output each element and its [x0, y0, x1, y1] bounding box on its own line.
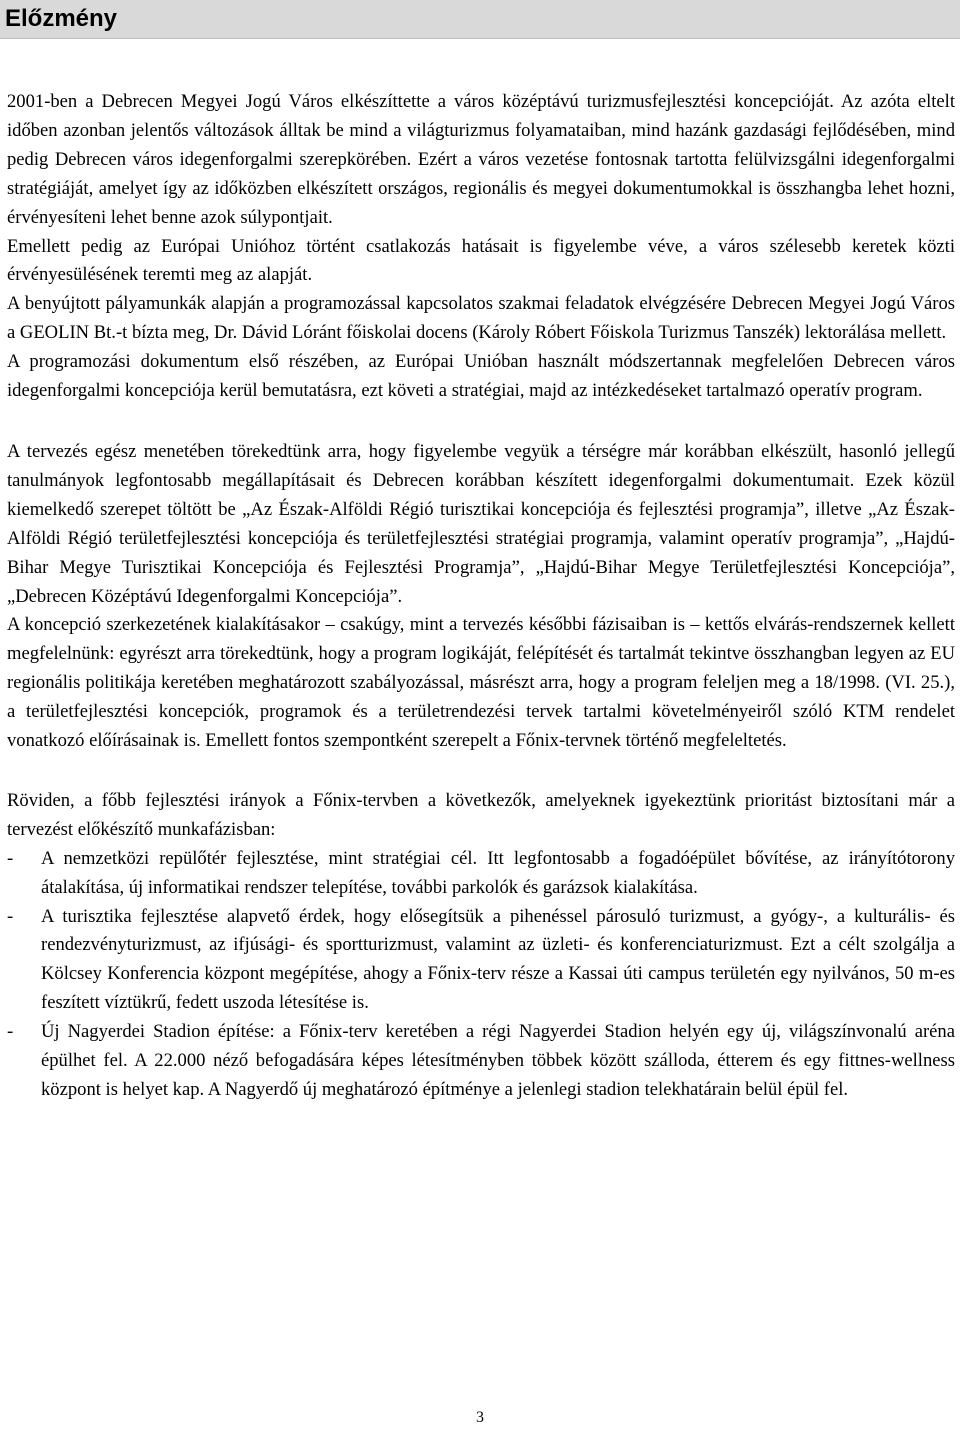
bullet-marker: -: [7, 1021, 14, 1043]
bullet-text: A turisztika fejlesztése alapvető érdek, hogy elősegítsük a pihenéssel párosuló turizmust, a gyógy-, a kulturális- és rendezvényturizmust, az ifjúsági- és sportturizmust, valamint az üzleti- és konferenciaturizmust. Ezt a célt szolgálja a Kölcsey Konferencia központ megépítése, ahogy a Főnix-terv része a Kassai úti campus területén egy nyilvános, 50 m-es feszített víztükrű, fedett uszoda létesítése is.: [41, 905, 955, 1014]
section-heading-bar: [0, 0, 960, 39]
bullet-marker: -: [7, 847, 14, 869]
list-item: [7, 903, 955, 1019]
paragraph-planning-sources: A tervezés egész menetében törekedtünk arra, hogy figyelembe vegyük a térségre már korábban elkészült, hasonló jellegű tanulmányok legfontosabb megállapításait és Debrecen korábban készített idegenforgalmi dokumentumait. Ezek közül kiemelkedő szerepet töltött be „Az Észak-Alföldi Régió turisztikai koncepciója és fejlesztési programja”, illetve „Az Észak-Alföldi Régió területfejlesztési koncepciója és területfejlesztési stratégiai programja, valamint operatív programja”, „Hajdú-Bihar Megye Turisztikai Koncepciója és Fejlesztési Programja”, „Hajdú-Bihar Megye Területfejlesztési Koncepciója”, „Debrecen Középtávú Idegenforgalmi Koncepciója”.: [7, 440, 955, 607]
paragraph-intro: 2001-ben a Debrecen Megyei Jogú Város elkészíttette a város középtávú turizmusfejlesztési koncepcióját. Az azóta eltelt időben azonban jelentős változások álltak be mind a világturizmus folyamataiban, mind hazánk gazdasági fejlődésében, mind pedig Debrecen város idegenforgalmi szerepkörében. Ezért a város vezetése fontosnak tartotta felülvizsgálni idegenforgalmi stratégiáját, amelyet így az időközben elkészített országos, regionális és megyei dokumentumokkal is összhangba lehet hozni, érvényesíteni lehet benne azok súlypontjait.: [7, 91, 955, 228]
paragraph-document-structure: A programozási dokumentum első részében, az Európai Unióban használt módszertannak megfelelően Debrecen város idegenforgalmi koncepciója kerül bemutatásra, ezt követi a stratégiai, majd az intézkedéseket tartalmazó operatív program.: [7, 351, 955, 402]
paragraph-eu-accession: Emellett pedig az Európai Unióhoz történt csatlakozás hatásait is figyelembe véve, a város szélesebb keretek közti érvényesülésének teremti meg az alapját.: [7, 235, 955, 286]
page-number: 3: [476, 1409, 484, 1426]
paragraph-requirements: A koncepció szerkezetének kialakításakor – csakúgy, mint a tervezés későbbi fázisaiban is – kettős elvárás-rendszernek kellett megfelelnünk: egyrészt arra törekedtünk, hogy a program logikáját, felépítését és tartalmát tekintve összhangban legyen az EU regionális politikája keretében meghatározott szabályozással, másrészt arra, hogy a program feleljen meg a 18/1998. (VI. 25.), a területfejlesztési koncepciók, programok és a területrendezési tervek tartalmi követelményeiről szóló KTM rendelet vonatkozó előírásainak is. Emellett fontos szempontként szerepelt a Főnix-tervnek történő megfeleltetés.: [7, 614, 955, 752]
paragraph-contractor: A benyújtott pályamunkák alapján a programozással kapcsolatos szakmai feladatok elvégzésére Debrecen Megyei Jogú Város a GEOLIN Bt.-t bízta meg, Dr. Dávid Lóránt főiskolai docens (Károly Róbert Főiskola Turizmus Tanszék) lektorálása mellett.: [7, 293, 955, 344]
bullet-text: A nemzetközi repülőtér fejlesztése, mint stratégiai cél. Itt legfontosabb a fogadóépület bővítése, az irányítótorony átalakítása, új informatikai rendszer telepítése, további parkolók és garázsok kialakítása.: [41, 847, 955, 898]
section-heading: Előzmény: [5, 5, 118, 32]
document-body: [7, 88, 955, 1105]
list-item: [7, 1018, 955, 1105]
list-item: [7, 845, 955, 903]
paragraph-fonix-intro: Röviden, a főbb fejlesztési irányok a Főnix-tervben a következők, amelyeknek igyekeztünk prioritást biztosítani már a tervezést előkészítő munkafázisban:: [7, 789, 955, 840]
bullet-text: Új Nagyerdei Stadion építése: a Főnix-terv keretében a régi Nagyerdei Stadion helyén egy új, világszínvonalú aréna épülhet fel. A 22.000 néző befogadására képes létesítményben többek között szálloda, étterem és egy fittnes-wellness központ is helyet kap. A Nagyerdő új meghatározó építménye a jelenlegi stadion telekhatárain belül épül fel.: [41, 1021, 955, 1100]
bullet-marker: -: [7, 905, 14, 927]
